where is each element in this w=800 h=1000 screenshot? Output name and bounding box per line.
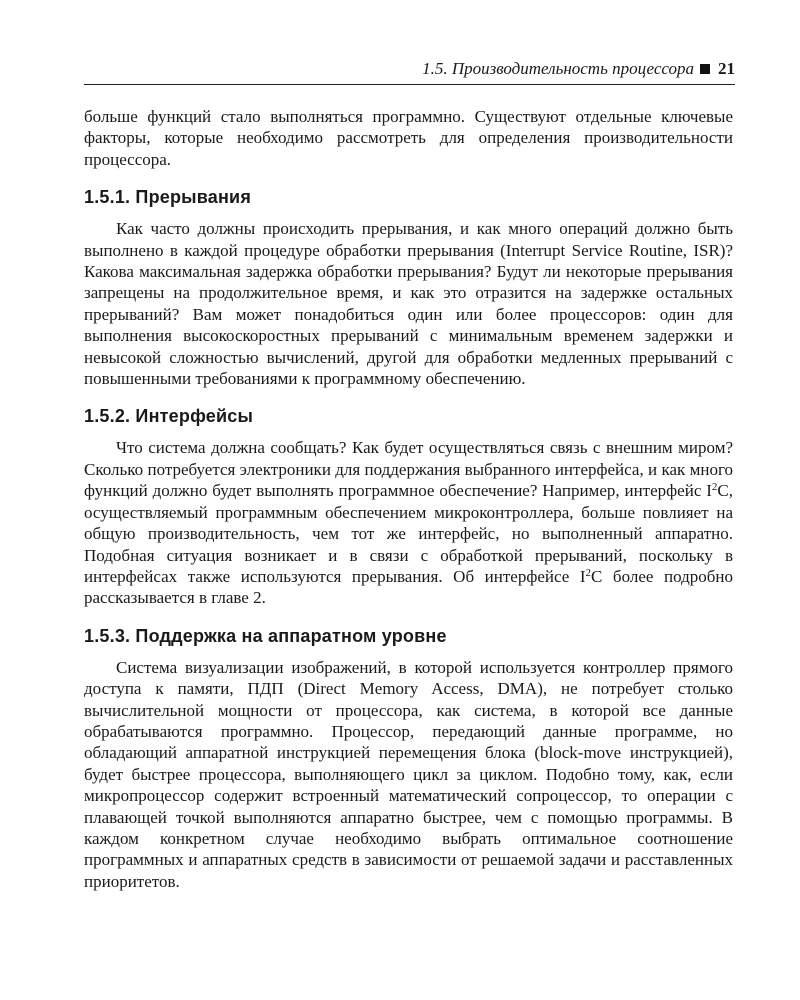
page-number: 21: [718, 59, 735, 78]
body-text: [84, 106, 733, 892]
section-paragraph-interrupts: Как часто должны происходить прерывания, и как много операций должно быть выполнено в каждой процедуре обработки прерывания (Interrupt Service Routine, ISR)? Какова максимальная задержка обработки прерывания? Будут ли некоторые прерывания запрещены на продолжительное время, и как это отразится на задержке остальных прерываний? Вам может понадобиться один или более процессоров: один для выполнения высокоскоростных прерываний с минимальным временем задержки и невысокой сложностью вычислений, другой для обработки медленных прерываний с повышенными требованиями к программному обеспечению.: [84, 219, 733, 389]
superscript: 2: [585, 566, 592, 579]
superscript: 2: [711, 481, 718, 494]
paragraph-part: Что система должна сообщать? Как будет осуществляться связь с внешним миром? Сколько потребуется электроники для поддержания выбранного интерфейса, и как много функций должно будет выполнять программное обеспечение? Например, интерфейс I: [84, 438, 733, 501]
paragraph-part: C, осуществляемый программным обеспечением микроконтроллера, больше повлияет на общую производительность, чем тот же интерфейс, но выполненный аппаратно. Подобная ситуация возникает и в связи с обработкой прерываний, поскольку в интерфейсах также используются прерывания. Об интерфейсе I: [84, 481, 733, 586]
section-paragraph-hardware-support: Система визуализации изображений, в которой используется контроллер прямого доступа к памяти, ПДП (Direct Memory Access, DMA), не потребует столько вычислительной мощности от процессора, как система, в которой все данные обрабатываются программно. Процессор, передающий данные программе, но обладающий аппаратной инструкцией перемещения блока (block-move инструкцией), будет быстрее процессора, выполняющего цикл за циклом. Подобно тому, как, если микропроцессор содержит встроенный математический сопроцессор, то операции с плавающей точкой выполняются аппаратно быстрее, чем с помощью программы. В каждом конкретном случае необходимо выбрать оптимальное соотношение программных и аппаратных средств в зависимости от решаемой задачи и расставленных приоритетов.: [84, 657, 733, 891]
square-bullet-icon: [700, 64, 710, 74]
section-heading-interrupts: 1.5.1. Прерывания: [84, 187, 252, 208]
section-heading-interfaces: 1.5.2. Интерфейсы: [84, 406, 254, 427]
intro-paragraph: больше функций стало выполняться программно. Существуют отдельные ключевые факторы, которые необходимо рассмотреть для определения производительности процессора.: [84, 107, 733, 169]
section-heading-hardware-support: 1.5.3. Поддержка на аппаратном уровне: [84, 625, 447, 646]
running-head: [84, 58, 735, 85]
paragraph-part: C более подробно рассказывается в главе 2.: [84, 566, 733, 608]
section-paragraph-interfaces: [84, 437, 733, 608]
running-head-title: 1.5. Производительность процессора: [422, 59, 694, 78]
